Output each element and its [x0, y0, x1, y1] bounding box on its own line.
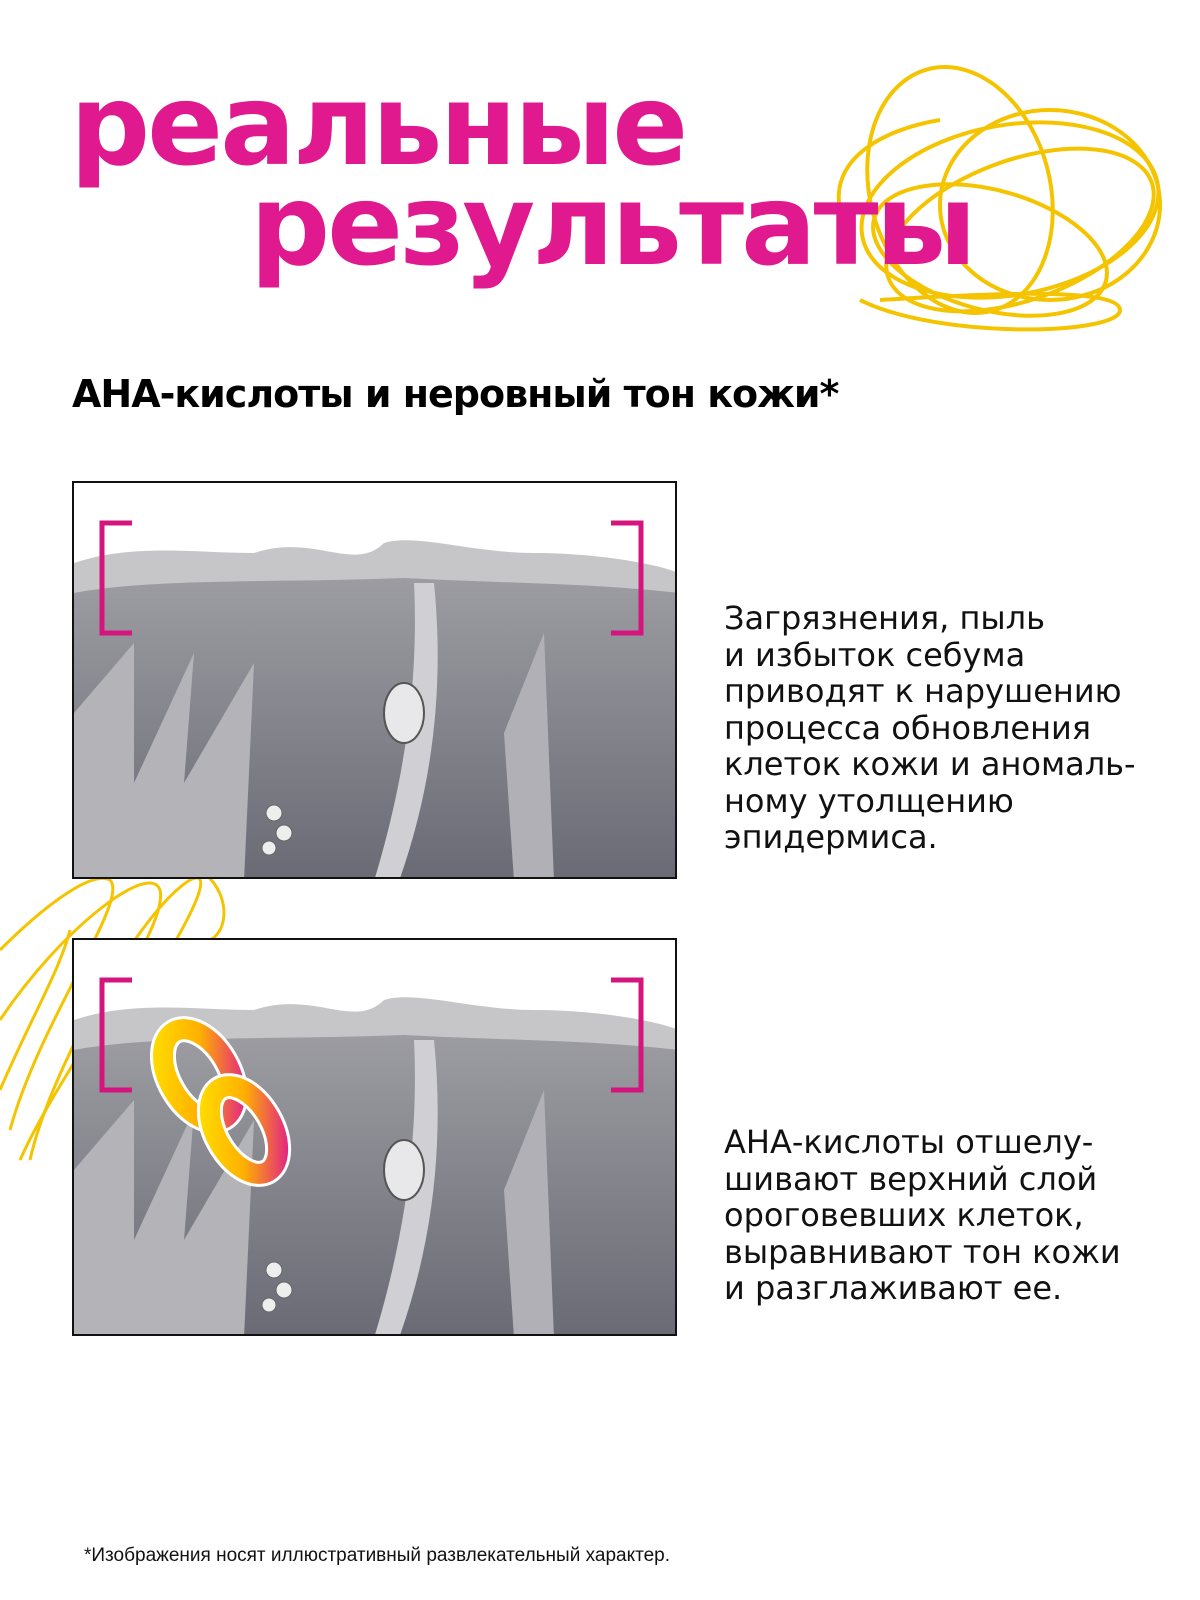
skin-micrograph-before [72, 481, 677, 879]
description-after: АНА-кислоты отшелу- шивают верхний слой ороговевших клеток, выравнивают тон кожи и разглаживают ее. [724, 1123, 1121, 1307]
footnote: *Изображения носят иллюстративный развлекательный характер. [84, 1545, 671, 1566]
skin-micrograph-after [72, 938, 677, 1336]
description-before: Загрязнения, пыль и избыток себума приводят к нарушению процесса обновления клеток кожи и аномаль- ному утолщению эпидермиса. [724, 599, 1136, 856]
title-line-2: результаты [250, 161, 974, 291]
subheading: АНА-кислоты и неровный тон кожи* [72, 372, 839, 416]
title-line-1: реальные [70, 61, 686, 191]
